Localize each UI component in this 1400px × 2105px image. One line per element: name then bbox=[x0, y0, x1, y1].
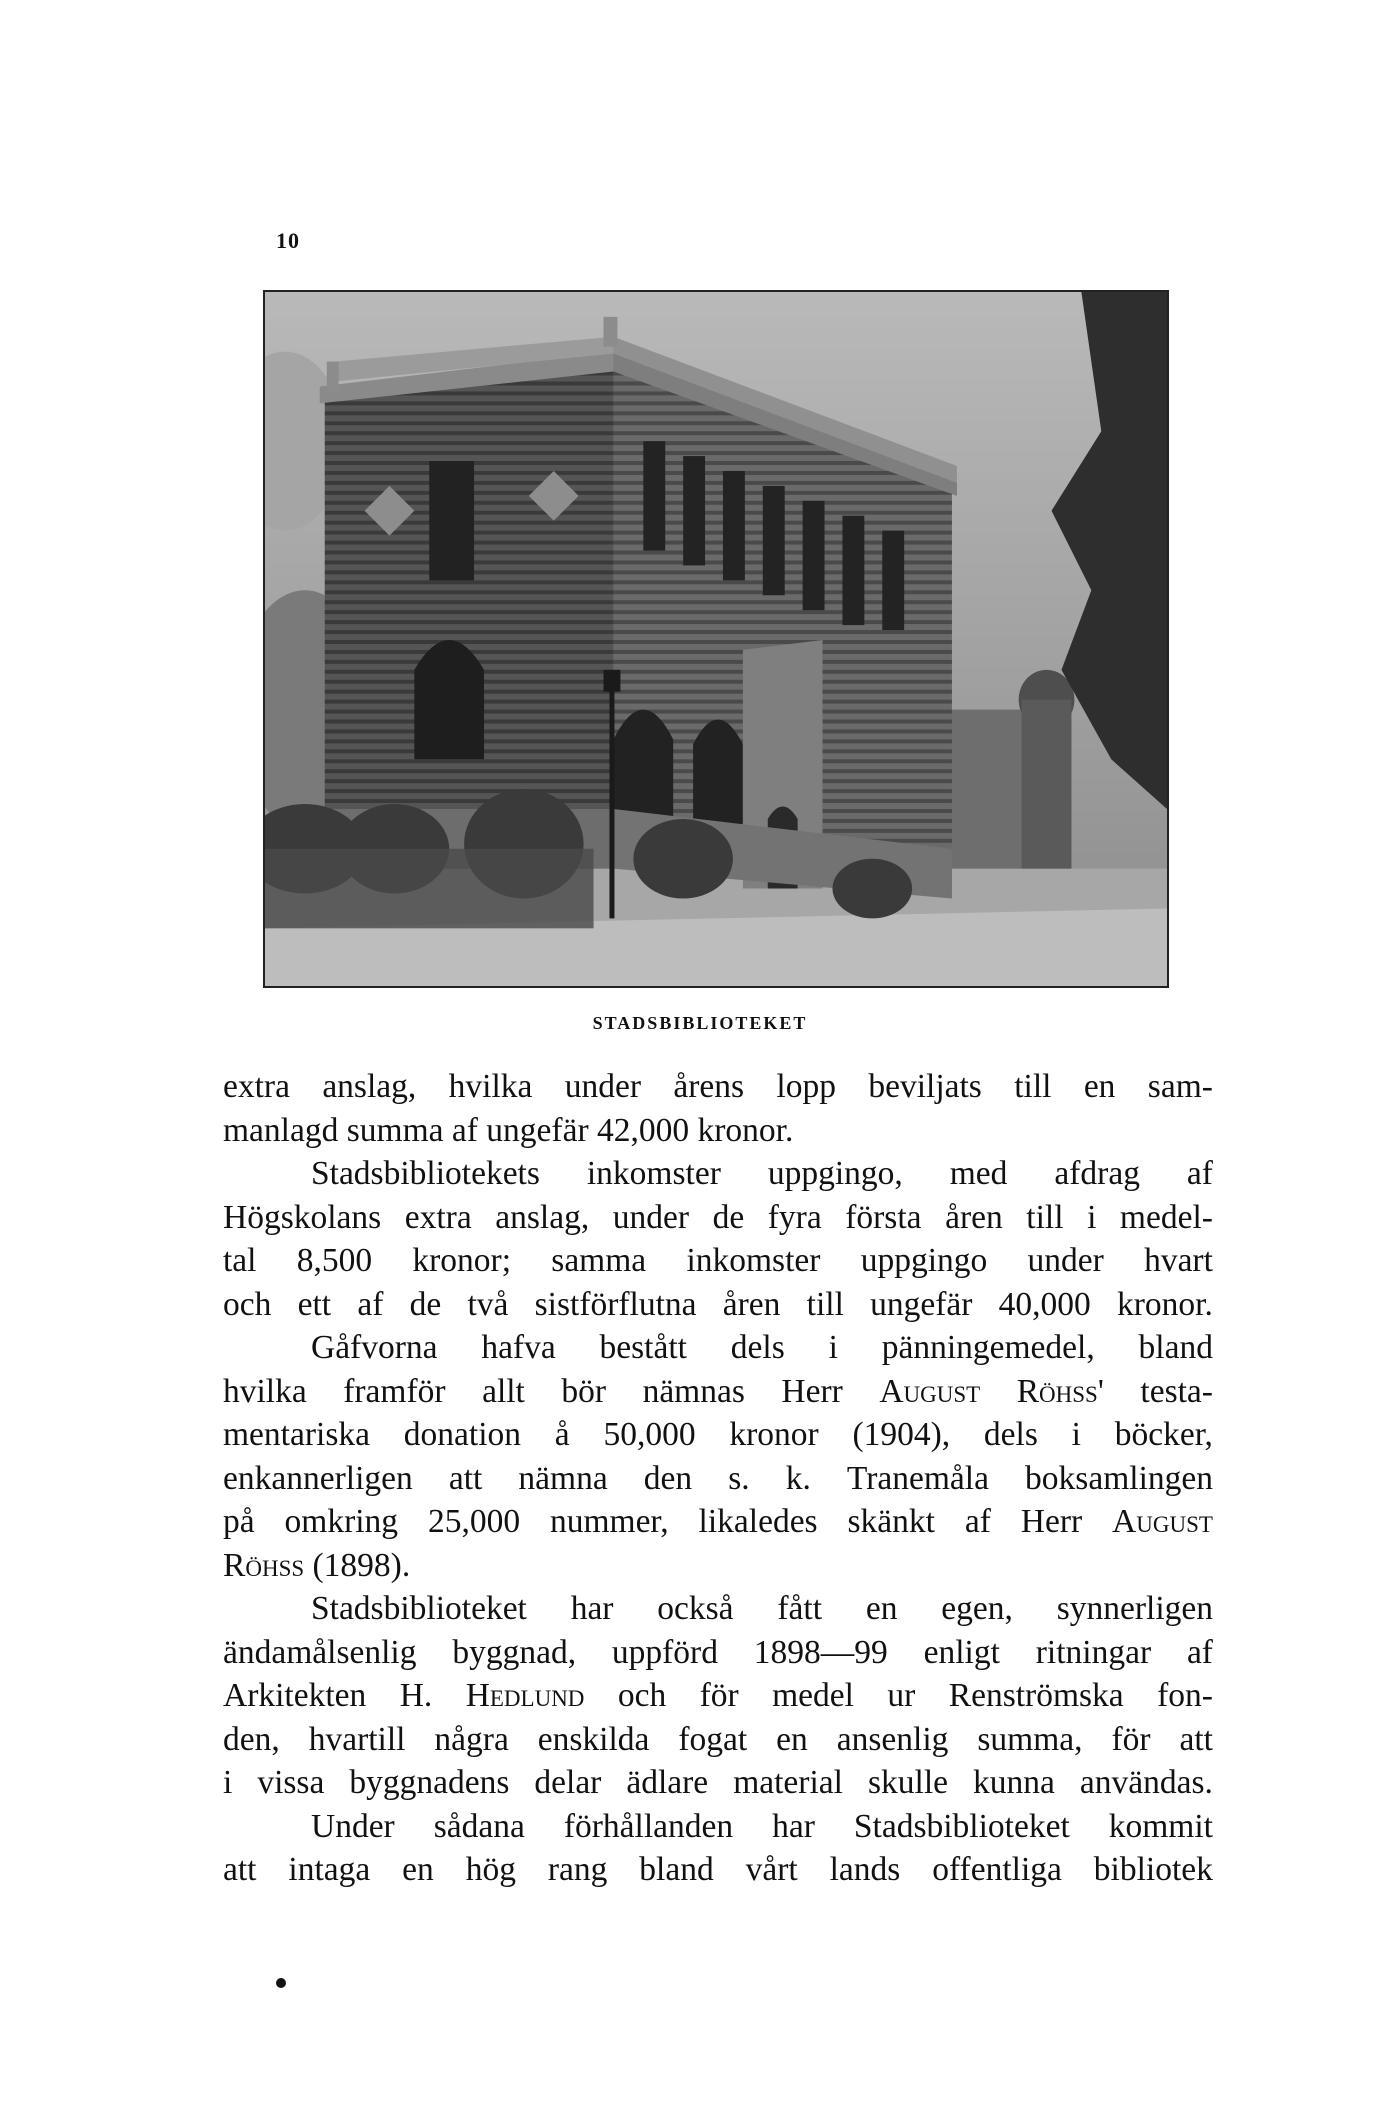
word: Hedlund bbox=[465, 1677, 585, 1714]
text-line bbox=[223, 1239, 1213, 1283]
text-line bbox=[223, 1413, 1213, 1457]
library-building-photo bbox=[263, 290, 1169, 988]
word: Renströmska bbox=[948, 1677, 1124, 1714]
word: kronor; bbox=[412, 1242, 512, 1279]
word: åren bbox=[722, 1285, 781, 1323]
word: fått bbox=[777, 1590, 823, 1627]
text-line bbox=[223, 1283, 1213, 1327]
word: material bbox=[733, 1764, 843, 1801]
word: medel- bbox=[1119, 1198, 1213, 1236]
word: likaledes bbox=[698, 1503, 818, 1540]
word: enskilda bbox=[537, 1720, 650, 1758]
word: tal bbox=[223, 1242, 257, 1279]
word: extra bbox=[404, 1198, 472, 1236]
word: kronor. bbox=[1117, 1285, 1213, 1323]
word: lands bbox=[829, 1851, 901, 1888]
word: vissa bbox=[257, 1764, 325, 1801]
word: för bbox=[1111, 1720, 1151, 1758]
word: förhållanden bbox=[563, 1807, 734, 1845]
word: sam- bbox=[1147, 1068, 1213, 1105]
word: ur bbox=[887, 1677, 916, 1714]
word: hvartill bbox=[308, 1720, 406, 1758]
word: första bbox=[845, 1198, 922, 1236]
photo-caption: STADSBIBLIOTEKET bbox=[592, 1013, 808, 1033]
text-line bbox=[223, 1674, 1213, 1718]
word: Stadsbiblioteket bbox=[853, 1807, 1070, 1845]
text-line bbox=[223, 1544, 1213, 1588]
word: hög bbox=[465, 1851, 516, 1888]
word: 40,000 bbox=[998, 1285, 1091, 1323]
word: H. bbox=[399, 1677, 433, 1714]
word: enkannerligen bbox=[223, 1459, 413, 1497]
word: och bbox=[617, 1677, 667, 1714]
word: extra bbox=[223, 1068, 290, 1105]
text-line bbox=[223, 1370, 1213, 1414]
word: af bbox=[451, 1111, 487, 1149]
word: de bbox=[712, 1198, 745, 1236]
word: å bbox=[554, 1416, 570, 1453]
word: boksamlingen bbox=[1025, 1459, 1213, 1497]
word: några bbox=[434, 1720, 509, 1758]
text-line bbox=[223, 1196, 1213, 1240]
word: 8,500 bbox=[296, 1242, 373, 1279]
word: af bbox=[357, 1285, 384, 1323]
word: på bbox=[223, 1503, 255, 1540]
word: sistförflutna bbox=[534, 1285, 697, 1323]
word: August bbox=[879, 1372, 981, 1410]
word: sådana bbox=[433, 1807, 525, 1845]
word: att bbox=[1179, 1720, 1213, 1758]
word: årens bbox=[673, 1068, 745, 1105]
word: ädlare bbox=[626, 1764, 709, 1801]
word: 50,000 bbox=[603, 1416, 696, 1453]
word: också bbox=[657, 1590, 734, 1627]
word: summa bbox=[346, 1111, 452, 1149]
word: beviljats bbox=[868, 1068, 982, 1105]
text-line bbox=[223, 1109, 1213, 1153]
word: i bbox=[1071, 1416, 1081, 1453]
word: den bbox=[643, 1459, 693, 1497]
word: kommit bbox=[1108, 1807, 1213, 1845]
word: bör bbox=[561, 1372, 607, 1410]
word: egen, bbox=[941, 1590, 1013, 1627]
word: ett bbox=[297, 1285, 332, 1323]
text-line bbox=[223, 1457, 1213, 1501]
word: hvilka bbox=[448, 1068, 533, 1105]
word: fon- bbox=[1157, 1677, 1213, 1714]
word: inkomster bbox=[586, 1155, 721, 1192]
word: fogat bbox=[678, 1720, 748, 1758]
word: ändamålsenlig bbox=[223, 1633, 417, 1671]
word: under bbox=[564, 1068, 642, 1105]
word: Stadsbibliotekets bbox=[311, 1155, 540, 1192]
word: till bbox=[1026, 1198, 1064, 1236]
word: under bbox=[612, 1198, 690, 1236]
word: testa- bbox=[1140, 1372, 1213, 1410]
word: enligt bbox=[923, 1633, 1000, 1671]
word: framför bbox=[343, 1372, 446, 1410]
word: 1898—99 bbox=[753, 1633, 888, 1671]
word: Högskolans bbox=[223, 1198, 382, 1236]
word: August bbox=[1112, 1503, 1213, 1540]
word: Gåfvorna bbox=[311, 1329, 438, 1366]
word: af bbox=[964, 1503, 991, 1540]
word: (1898). bbox=[312, 1546, 411, 1584]
word: af bbox=[1186, 1155, 1213, 1192]
word: medel bbox=[772, 1677, 854, 1714]
word: omkring bbox=[284, 1503, 399, 1540]
word: inkomster bbox=[686, 1242, 821, 1279]
text-line bbox=[223, 1718, 1213, 1762]
word: har bbox=[570, 1590, 614, 1627]
word: kunna bbox=[973, 1764, 1055, 1801]
word: vårt bbox=[745, 1851, 798, 1888]
building-illustration bbox=[265, 292, 1167, 986]
text-line bbox=[223, 1326, 1213, 1370]
word: att bbox=[223, 1851, 257, 1888]
word: bibliotek bbox=[1093, 1851, 1213, 1888]
word: pänningemedel, bbox=[881, 1329, 1095, 1366]
word: af bbox=[1186, 1633, 1213, 1671]
word: hafva bbox=[481, 1329, 556, 1366]
word: skulle bbox=[867, 1764, 948, 1801]
word: k. bbox=[785, 1459, 811, 1497]
word: kronor. bbox=[697, 1111, 794, 1149]
word: åren bbox=[945, 1198, 1003, 1236]
word: bestått bbox=[599, 1329, 687, 1366]
text-line bbox=[223, 1848, 1213, 1892]
word: ansenlig bbox=[836, 1720, 949, 1758]
ink-dot bbox=[276, 1978, 286, 1988]
word: i bbox=[223, 1764, 233, 1801]
word: Arkitekten bbox=[223, 1677, 367, 1714]
word: fyra bbox=[767, 1198, 822, 1236]
word: donation bbox=[403, 1416, 521, 1453]
word: delar bbox=[534, 1764, 602, 1801]
word: anslag, bbox=[495, 1198, 590, 1236]
text-line bbox=[223, 1152, 1213, 1196]
word: uppgingo, bbox=[767, 1155, 903, 1192]
word: Röhss' bbox=[1016, 1372, 1104, 1410]
word: med bbox=[949, 1155, 1008, 1192]
word: allt bbox=[482, 1372, 525, 1410]
word: offentliga bbox=[932, 1851, 1062, 1888]
word: anslag, bbox=[322, 1068, 417, 1105]
word: för bbox=[699, 1677, 739, 1714]
word: samma bbox=[551, 1242, 647, 1279]
word: Herr bbox=[1020, 1503, 1083, 1540]
word: en bbox=[402, 1851, 434, 1888]
word: till bbox=[806, 1285, 844, 1323]
word: användas. bbox=[1079, 1764, 1213, 1801]
word: kronor bbox=[729, 1416, 819, 1453]
word: 42,000 bbox=[596, 1111, 698, 1149]
word: bland bbox=[1138, 1329, 1213, 1366]
word: mentariska bbox=[223, 1416, 370, 1453]
word: Stadsbiblioteket bbox=[311, 1590, 527, 1627]
word: uppförd bbox=[611, 1633, 718, 1671]
word: rang bbox=[547, 1851, 608, 1888]
word: en bbox=[1083, 1068, 1116, 1105]
text-line bbox=[223, 1631, 1213, 1675]
text-line bbox=[223, 1587, 1213, 1631]
word: synnerligen bbox=[1056, 1590, 1213, 1627]
text-line bbox=[223, 1500, 1213, 1544]
word: böcker, bbox=[1114, 1416, 1213, 1453]
word: lopp bbox=[776, 1068, 836, 1105]
word: de bbox=[409, 1285, 442, 1323]
word: byggnadens bbox=[349, 1764, 510, 1801]
word: dels bbox=[730, 1329, 785, 1366]
word: byggnad, bbox=[452, 1633, 577, 1671]
word: nämna bbox=[518, 1459, 608, 1497]
word: hvart bbox=[1144, 1242, 1213, 1279]
body-text bbox=[223, 1065, 1213, 1892]
word: till bbox=[1014, 1068, 1052, 1105]
word: nummer, bbox=[549, 1503, 669, 1540]
word: summa, bbox=[977, 1720, 1083, 1758]
word: en bbox=[776, 1720, 808, 1758]
word: Under bbox=[311, 1807, 395, 1845]
word: (1904), bbox=[852, 1416, 951, 1453]
word: en bbox=[865, 1590, 898, 1627]
word: uppgingo bbox=[860, 1242, 988, 1279]
word: Tranemåla bbox=[846, 1459, 989, 1497]
word: i bbox=[828, 1329, 838, 1366]
word: Herr bbox=[781, 1372, 843, 1410]
word: dels bbox=[983, 1416, 1038, 1453]
word: två bbox=[467, 1285, 509, 1323]
word: skänkt bbox=[847, 1503, 935, 1540]
word: ungefär bbox=[870, 1285, 973, 1323]
word: manlagd bbox=[223, 1111, 347, 1149]
word: och bbox=[223, 1285, 272, 1323]
word: den, bbox=[223, 1720, 280, 1758]
word: har bbox=[772, 1807, 815, 1845]
word: hvilka bbox=[223, 1372, 307, 1410]
word: intaga bbox=[288, 1851, 371, 1888]
text-line bbox=[223, 1065, 1213, 1109]
word: ungefär bbox=[486, 1111, 597, 1149]
word: nämnas bbox=[642, 1372, 745, 1410]
word: Röhss bbox=[223, 1546, 313, 1584]
text-line bbox=[223, 1805, 1213, 1849]
text-line bbox=[223, 1761, 1213, 1805]
word: afdrag bbox=[1054, 1155, 1140, 1192]
word: under bbox=[1027, 1242, 1104, 1279]
word: s. bbox=[728, 1459, 750, 1497]
page-number: 10 bbox=[276, 228, 300, 253]
word: 25,000 bbox=[427, 1503, 521, 1540]
word: att bbox=[448, 1459, 483, 1497]
word: i bbox=[1087, 1198, 1097, 1236]
word: bland bbox=[639, 1851, 714, 1888]
word: ritningar bbox=[1035, 1633, 1152, 1671]
